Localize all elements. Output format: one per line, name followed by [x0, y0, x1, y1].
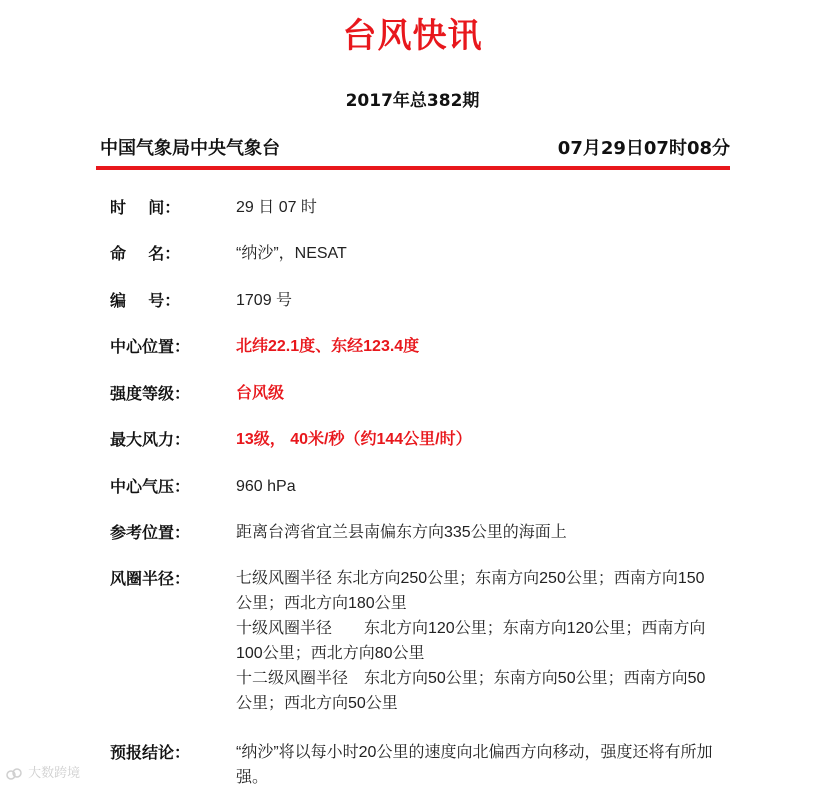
field-value: 距离台湾省宜兰县南偏东方向335公里的海面上 [236, 524, 567, 541]
wind-radius-line-12: 十二级风圈半径 东北方向50公里；东南方向50公里；西南方向50公里；西北方向50公里 [236, 670, 706, 712]
issue-time: 07月29日07时08分 [557, 138, 730, 159]
watermark-logo-icon [6, 767, 22, 781]
watermark-text: 大数跨境 [28, 766, 81, 781]
field-label: 预报结论： [110, 743, 191, 762]
field-label: 参考位置： [110, 523, 191, 542]
bulletin-title: 台风快讯 [342, 16, 483, 56]
agency-name: 中国气象局中央气象台 [100, 138, 280, 159]
field-value: “纳沙”将以每小时20公里的速度向北偏西方向移动，强度还将有所加强。 [236, 744, 713, 786]
field-label: 时 间： [110, 198, 181, 217]
field-value: 29 日 07 时 [236, 199, 317, 216]
field-value: 960 hPa [236, 478, 296, 495]
bulletin-header [100, 134, 730, 164]
issue-number: 2017年总382期 [345, 91, 480, 111]
field-label: 强度等级： [110, 384, 191, 403]
wind-radius-value [236, 566, 716, 716]
field-value: 台风级 [236, 385, 285, 402]
field-label: 中心气压： [110, 477, 191, 496]
wind-radius-line-10: 十级风圈半径 东北方向120公里；东南方向120公里；西南方向100公里；西北方向80公里 [236, 620, 706, 662]
field-label: 风圈半径： [110, 569, 191, 588]
field-label: 编 号： [110, 291, 181, 310]
field-value: 1709 号 [236, 292, 293, 309]
field-value: “纳沙”，NESAT [236, 245, 347, 262]
wind-radius-line-7: 七级风圈半径 东北方向250公里；东南方向250公里；西南方向150公里；西北方向180公里 [236, 570, 705, 612]
field-label: 最大风力： [110, 430, 191, 449]
field-value: 13级， 40米/秒（约144公里/时） [236, 431, 472, 448]
field-value: 北纬22.1度、东经123.4度 [236, 338, 420, 355]
field-label: 中心位置： [110, 337, 191, 356]
watermark [6, 762, 80, 781]
header-divider [96, 166, 730, 170]
field-label: 命 名： [110, 244, 181, 263]
